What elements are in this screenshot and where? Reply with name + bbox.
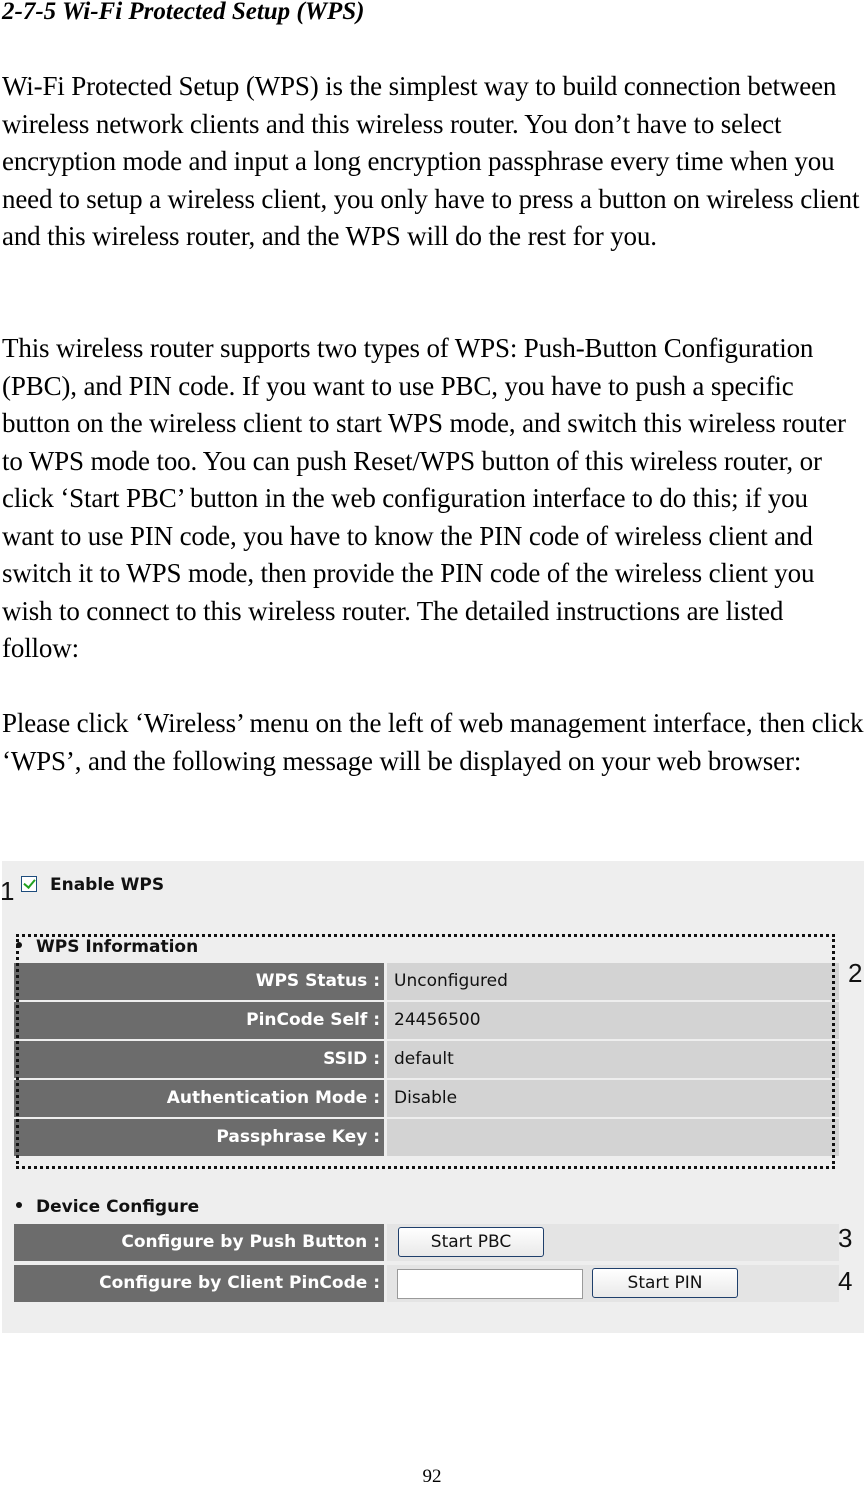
wps-information-title: WPS Information <box>16 937 198 957</box>
enable-wps-checkbox[interactable] <box>21 876 37 892</box>
ssid-row <box>14 1041 839 1078</box>
client-pincode-label: Configure by Client PinCode : <box>14 1265 384 1302</box>
authentication-mode-label: Authentication Mode : <box>14 1080 384 1117</box>
authentication-mode-value: Disable <box>387 1080 839 1117</box>
page-number: 92 <box>422 1466 442 1487</box>
passphrase-key-label: Passphrase Key : <box>14 1119 384 1156</box>
push-button-label: Configure by Push Button : <box>14 1224 384 1261</box>
intro-paragraph: Wi-Fi Protected Setup (WPS) is the simplest way to build connection between wireless network clients and this wireless router. You don’t have to select encryption mode and input a long encryption passphrase every time when you need to setup a wireless client, you only have to press a button on wireless client and this wireless router, and the WPS will do the rest for you. <box>2 71 860 251</box>
authentication-mode-row <box>14 1080 839 1117</box>
passphrase-key-value <box>387 1119 839 1156</box>
start-pin-button[interactable]: Start PIN <box>592 1268 738 1298</box>
ssid-label: SSID : <box>14 1041 384 1078</box>
pincode-self-row <box>14 1002 839 1039</box>
wps-status-value: Unconfigured <box>387 963 839 1000</box>
passphrase-key-row <box>14 1119 839 1156</box>
callout-4: 4 <box>838 1266 853 1296</box>
device-configure-title: Device Configure <box>16 1197 199 1217</box>
callout-3: 3 <box>838 1223 853 1253</box>
callout-2: 2 <box>848 958 863 988</box>
ssid-value: default <box>387 1041 839 1078</box>
enable-wps-label: Enable WPS <box>50 875 165 895</box>
wps-types-paragraph: This wireless router supports two types of WPS: Push-Button Configuration (PBC), and PIN code. If you want to use PBC, you have to push a specific button on the wireless client to start WPS mode, and switch this wireless router to WPS mode too. You can push Reset/WPS button of this wireless router, or click ‘Start PBC’ button in the web configuration interface to do this; if you want to use PIN code, you have to know the PIN code of wireless client and switch it to WPS mode, then provide the PIN code of the wireless client you wish to connect to this wireless router. The detailed instructions are listed follow: <box>2 333 846 663</box>
pincode-self-value: 24456500 <box>387 1002 839 1039</box>
wps-status-label: WPS Status : <box>14 963 384 1000</box>
start-pbc-button[interactable]: Start PBC <box>398 1227 544 1257</box>
instructions-paragraph: Please click ‘Wireless’ menu on the left of web management interface, then click ‘WPS’, and the following message will be displayed on your web browser: <box>2 708 864 776</box>
pincode-self-label: PinCode Self : <box>14 1002 384 1039</box>
wps-settings-screenshot <box>2 861 864 1333</box>
client-pincode-input[interactable] <box>397 1269 583 1299</box>
callout-1: 1 <box>0 876 15 906</box>
section-heading: 2-7-5 Wi-Fi Protected Setup (WPS) <box>2 0 365 25</box>
wps-status-row <box>14 963 839 1000</box>
